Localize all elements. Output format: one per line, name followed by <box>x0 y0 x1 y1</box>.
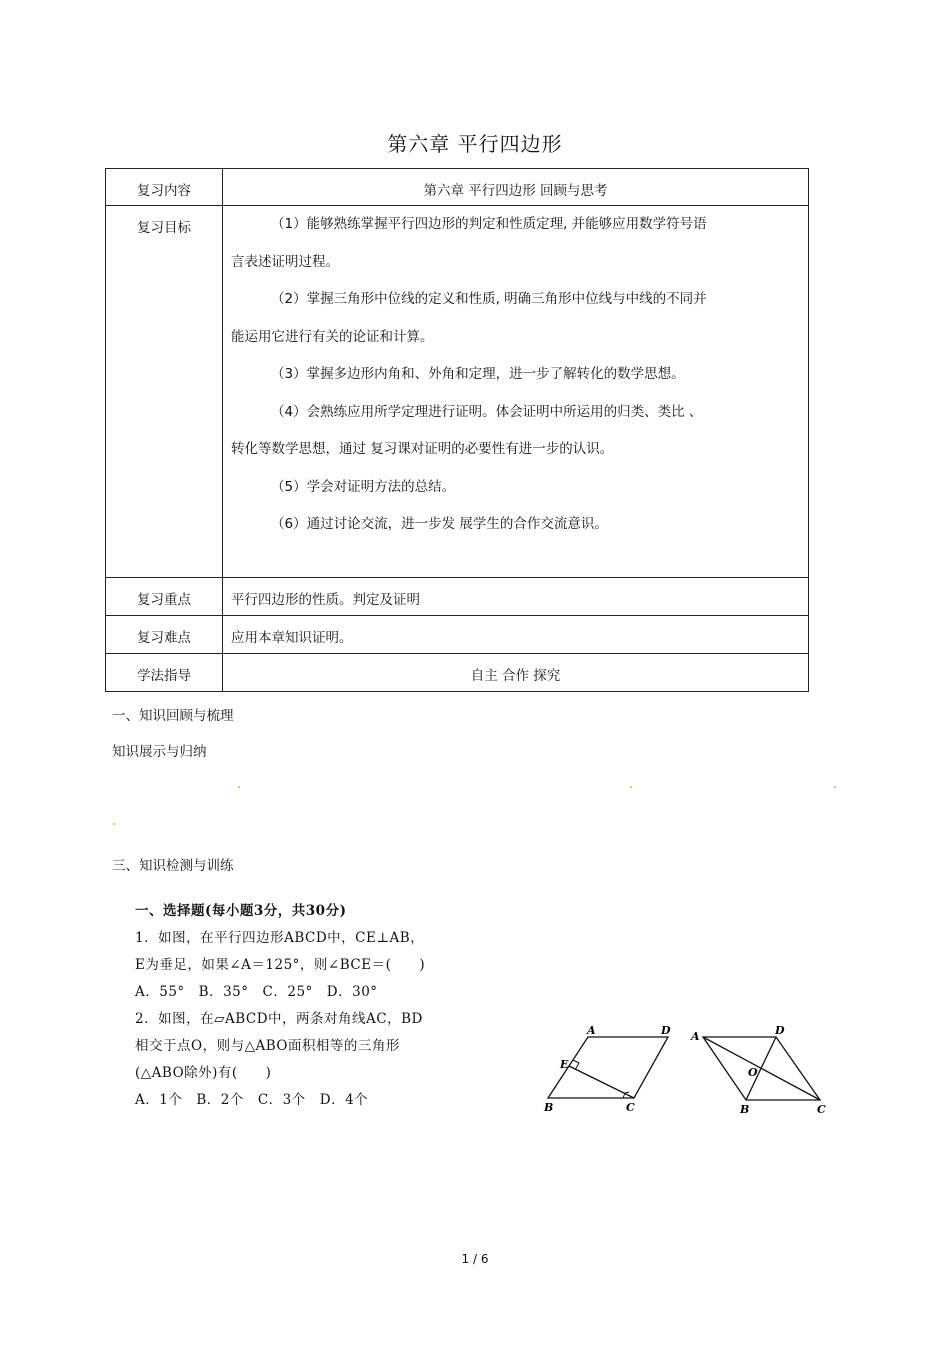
question-2-line: 2．如图，在▱ABCD中，两条对角线AC，BD <box>135 1011 423 1027</box>
section-review-heading: 一、知识回顾与梳理 <box>112 708 234 724</box>
page-number: 1 / 6 <box>461 1252 489 1266</box>
exam-questions <box>135 898 530 1114</box>
goal-line: （2）掌握三角形中位线的定义和性质, 明确三角形中位线与中线的不同并 <box>271 291 707 307</box>
table-row-content <box>106 169 809 206</box>
content-value: 第六章 平行四边形 回顾与思考 <box>223 169 809 206</box>
decorative-dot <box>113 823 115 825</box>
label-b: B <box>740 1103 750 1116</box>
goal-line: （4）会熟练应用所学定理进行证明。体会证明中所运用的归类、类比 、 <box>271 403 703 420</box>
label-c: C <box>626 1101 635 1114</box>
goal-line: （1）能够熟练掌握平行四边形的判定和性质定理, 并能够应用数学符号语 <box>271 216 707 232</box>
focus-label: 复习重点 <box>106 578 223 616</box>
label-e: E <box>560 1058 569 1071</box>
label-b: B <box>544 1101 554 1114</box>
exam-heading: 一、选择题(每小题3分，共30分) <box>135 903 347 919</box>
section-review-subheading: 知识展示与归纳 <box>112 744 207 760</box>
goal-line: （6）通过讨论交流，进一步发 展学生的合作交流意识。 <box>271 516 608 532</box>
question-1-line: 1．如图，在平行四边形ABCD中，CE⊥AB， <box>135 930 425 946</box>
question-2-options: A．1个 B．2个 C．3个 D．4个 <box>135 1092 369 1108</box>
question-2-line: 相交于点O，则与△ABO面积相等的三角形 <box>135 1038 400 1054</box>
difficulty-value: 应用本章知识证明。 <box>223 616 809 654</box>
table-row-focus <box>106 578 809 616</box>
table-row-goals <box>106 206 809 578</box>
decorative-dot <box>238 786 240 788</box>
goal-line: 能运用它进行有关的论证和计算。 <box>231 328 434 345</box>
table-row-difficulty <box>106 616 809 654</box>
figure-parallelogram-diagonals <box>688 1020 838 1120</box>
table-row-method <box>106 654 809 692</box>
figure-parallelogram-ce <box>540 1020 690 1120</box>
question-2-line: (△ABO除外)有( ) <box>135 1065 272 1081</box>
method-label: 学法指导 <box>106 654 223 692</box>
goal-line: （5）学会对证明方法的总结。 <box>271 478 456 495</box>
review-plan-table <box>105 168 809 692</box>
section-test-heading: 三、知识检测与训练 <box>112 858 234 874</box>
label-d: D <box>661 1024 671 1037</box>
goal-line: （3）掌握多边形内角和、外角和定理，进一步了解转化的数学思想。 <box>271 366 685 382</box>
goals-label: 复习目标 <box>106 206 223 578</box>
question-1-options: A．55° B．35° C．25° D．30° <box>135 984 378 1000</box>
goal-line: 言表述证明过程。 <box>231 253 339 270</box>
content-label: 复习内容 <box>106 169 223 206</box>
question-1-line: E为垂足，如果∠A＝125°，则∠BCE＝( ) <box>135 957 426 973</box>
decorative-dot <box>630 786 632 788</box>
label-a: A <box>587 1024 596 1037</box>
label-a: A <box>691 1030 700 1043</box>
segment-ce <box>569 1066 634 1098</box>
label-c: C <box>817 1103 826 1116</box>
decorative-dot <box>834 786 836 788</box>
label-d: D <box>775 1024 785 1037</box>
difficulty-label: 复习难点 <box>106 616 223 654</box>
label-o: O <box>748 1066 758 1079</box>
focus-value: 平行四边形的性质。判定及证明 <box>223 578 809 616</box>
method-value: 自主 合作 探究 <box>223 654 809 692</box>
goals-value <box>223 206 809 578</box>
goal-line: 转化等数学思想，通过 复习课对证明的必要性有进一步的认识。 <box>231 441 614 457</box>
page-title: 第六章 平行四边形 <box>387 132 563 156</box>
